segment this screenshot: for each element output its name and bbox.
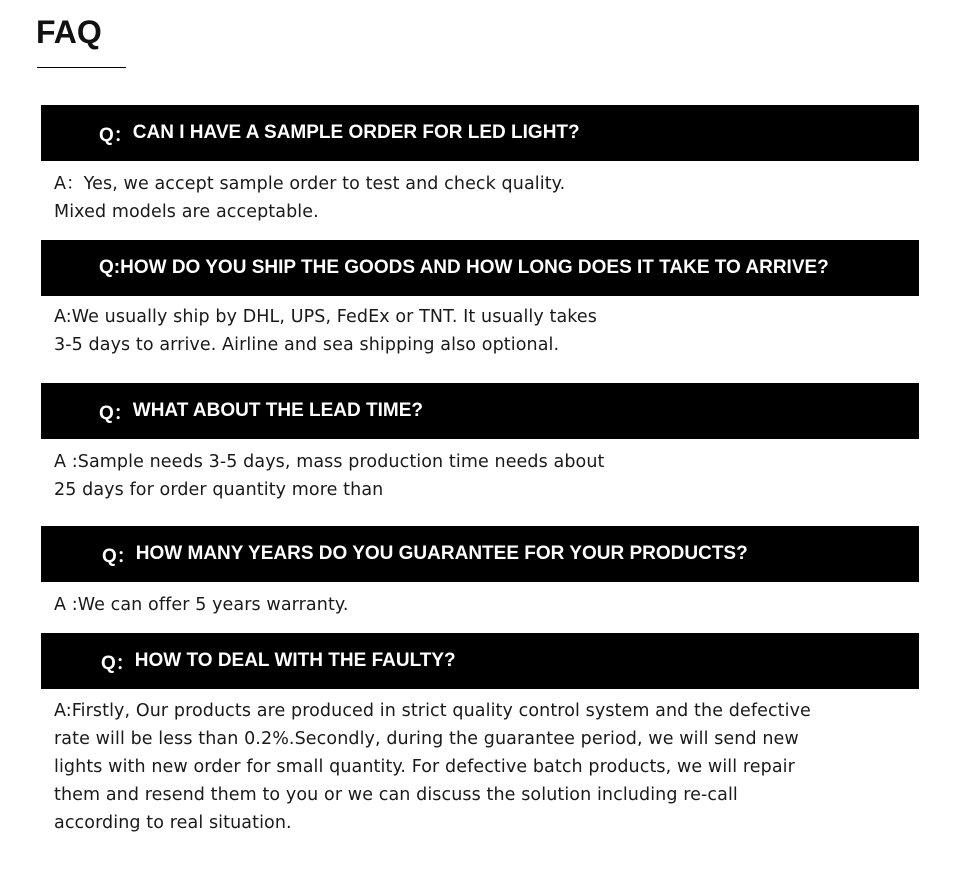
question-text: WHAT ABOUT THE LEAD TIME? xyxy=(132,400,424,421)
question-prefix: Q: xyxy=(99,257,121,278)
question-text: HOW DO YOU SHIP THE GOODS AND HOW LONG DOES IT TAKE TO ARRIVE? xyxy=(120,257,829,278)
faq-question-bar xyxy=(41,105,919,161)
page-title: FAQ xyxy=(36,14,102,50)
faq-answer: A:We usually ship by DHL, UPS, FedEx or TNT. It usually takes 3-5 days to arrive. Airline and sea shipping also optional. xyxy=(54,307,597,355)
question-prefix: Q： xyxy=(102,545,136,567)
faq-question-bar xyxy=(41,633,919,689)
faq-answer: A :Sample needs 3-5 days, mass production time needs about 25 days for order quantity more than xyxy=(54,452,605,500)
question-text: HOW MANY YEARS DO YOU GUARANTEE FOR YOUR PRODUCTS? xyxy=(135,543,748,564)
question-text: CAN I HAVE A SAMPLE ORDER FOR LED LIGHT? xyxy=(132,122,580,143)
title-underline xyxy=(37,67,126,68)
question-prefix: Q： xyxy=(99,124,133,146)
question-text: HOW TO DEAL WITH THE FAULTY? xyxy=(134,650,456,671)
faq-answer: A：Yes, we accept sample order to test and check quality. Mixed models are acceptable. xyxy=(54,174,566,222)
faq-question-bar xyxy=(41,383,919,439)
question-prefix: Q： xyxy=(101,652,135,674)
faq-question-bar xyxy=(41,526,919,582)
faq-answer: A :We can offer 5 years warranty. xyxy=(54,595,349,615)
faq-question-bar xyxy=(41,240,919,296)
question-prefix: Q： xyxy=(99,402,133,424)
faq-answer: A:Firstly, Our products are produced in strict quality control system and the defective rate will be less than 0.2%.Secondly, during the guarantee period, we will send new lights with new order for small quantity. For defective batch products, we will repair them and resend them to you or we can discuss the solution including re-call according to real situation. xyxy=(54,701,811,833)
